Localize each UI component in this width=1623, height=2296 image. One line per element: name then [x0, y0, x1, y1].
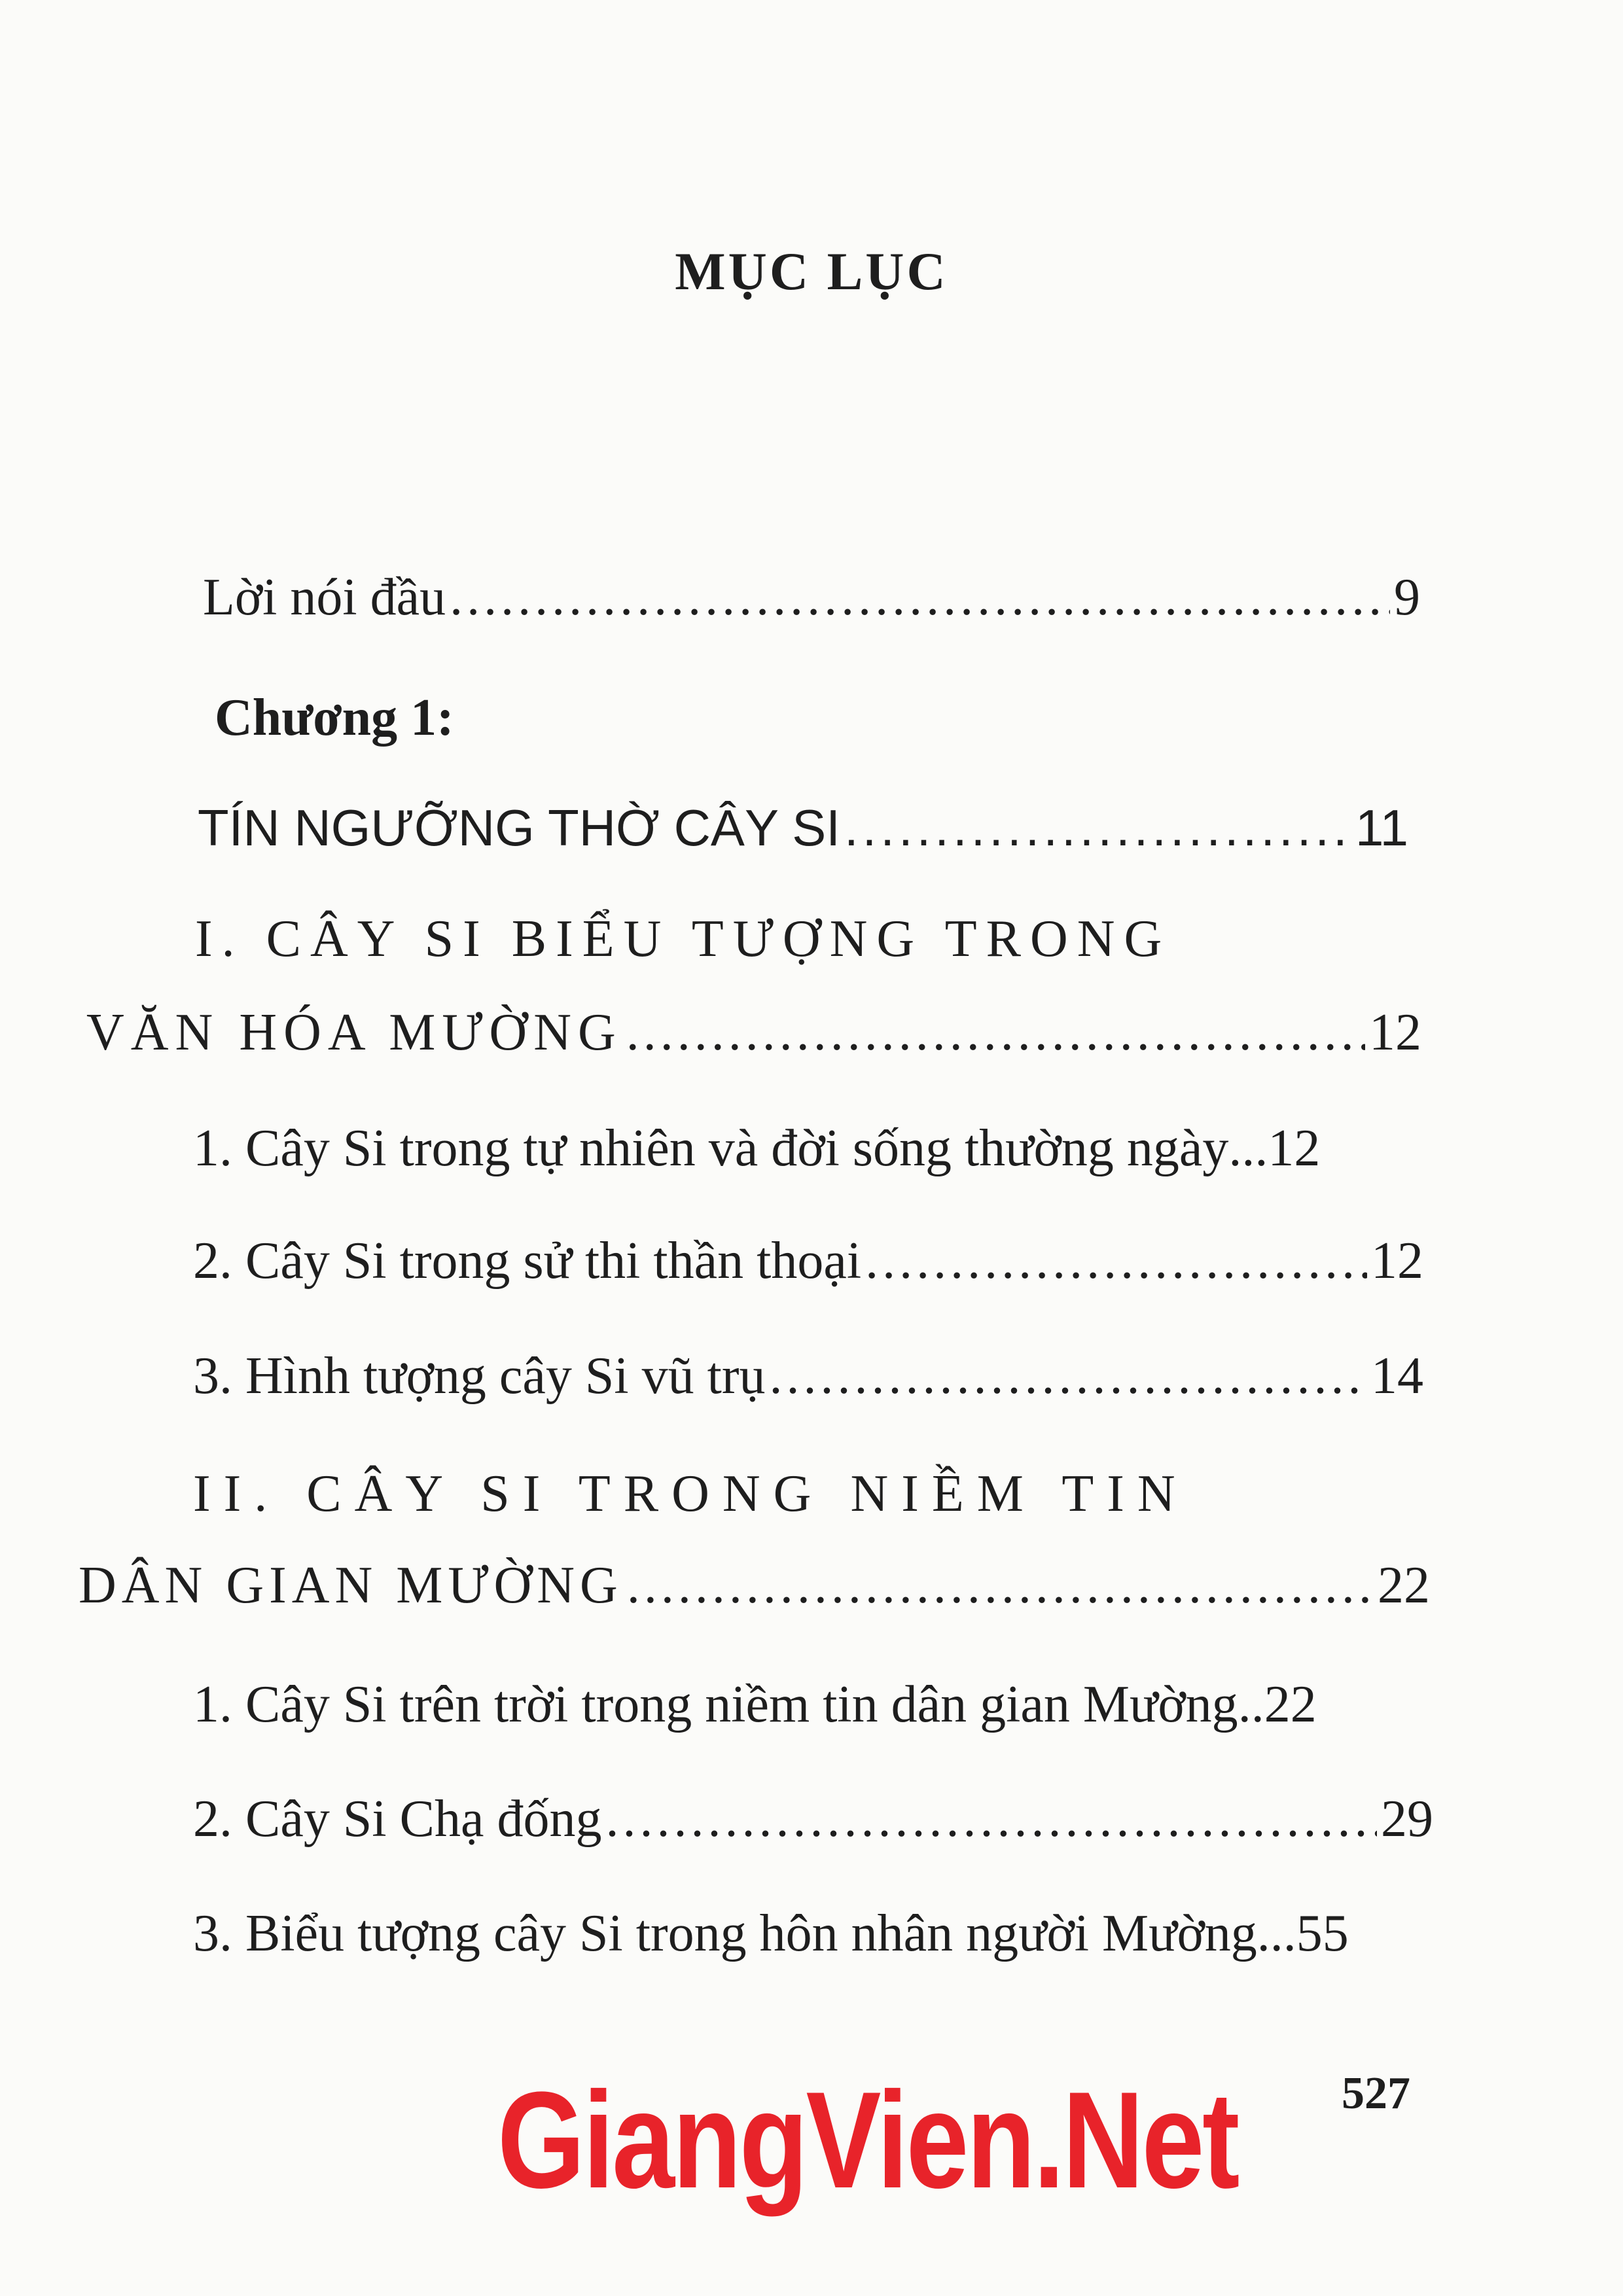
section2-heading-line1: II. CÂY SI TRONG NIỀM TIN: [193, 1465, 1188, 1523]
entry-label: 2. Cây Si trong sử thi thần thoại: [193, 1232, 862, 1290]
page-number: 527: [1342, 2068, 1410, 2119]
entry-page: 29: [1381, 1790, 1433, 1848]
entry-label: 3. Hình tượng cây Si vũ trụ: [193, 1347, 766, 1405]
entry-page: 11: [1355, 799, 1408, 857]
entry-page: ...12: [1228, 1120, 1321, 1177]
toc-entry-2-1: [193, 1669, 1430, 1740]
toc-entry-1-2: [193, 1225, 1423, 1297]
toc-entry-1-3: [193, 1340, 1423, 1412]
dot-leader: [450, 561, 1390, 633]
chapter-label: Chương 1:: [215, 689, 454, 747]
entry-page: ..22: [1238, 1676, 1317, 1733]
section1-heading-line1: I. CÂY SI BIỂU TƯỢNG TRONG: [195, 910, 1171, 968]
entry-label: VĂN HÓA MƯỜNG: [86, 1004, 622, 1061]
watermark-logo: GiangVien.Net: [497, 2063, 1238, 2217]
toc-entry-1-1: [193, 1112, 1423, 1184]
toc-entry-2-3: [193, 1898, 1436, 1969]
entry-page: 9: [1394, 569, 1420, 626]
entry-label: TÍN NGƯỠNG THỜ CÂY SI: [198, 799, 840, 857]
dot-leader: [865, 1225, 1367, 1297]
dot-leader: [626, 997, 1365, 1069]
toc-entry-chapter-title: [198, 792, 1408, 864]
toc-entry-section2: [79, 1549, 1430, 1621]
entry-page: 12: [1371, 1232, 1423, 1290]
entry-page: ...55: [1257, 1905, 1349, 1962]
toc-entry-2-2: [193, 1783, 1433, 1855]
dot-leader: [770, 1340, 1368, 1412]
entry-page: 12: [1369, 1004, 1421, 1061]
entry-label: 3. Biểu tượng cây Si trong hôn nhân người Mường: [193, 1905, 1257, 1962]
entry-label: Lời nói đầu: [203, 569, 446, 626]
toc-entry-section1: [86, 997, 1421, 1069]
toc-title: MỤC LỤC: [675, 241, 948, 301]
entry-label: 2. Cây Si Chạ đống: [193, 1790, 602, 1848]
entry-label: DÂN GIAN MƯỜNG: [79, 1557, 623, 1614]
toc-entry-preface: [203, 561, 1420, 633]
entry-label: 1. Cây Si trong tự nhiên và đời sống thường ngày: [193, 1120, 1229, 1177]
dot-leader: [844, 792, 1351, 864]
entry-page: 14: [1371, 1347, 1423, 1405]
dot-leader: [605, 1783, 1377, 1855]
entry-label: 1. Cây Si trên trời trong niềm tin dân gian Mường: [193, 1676, 1238, 1733]
entry-page: 22: [1378, 1557, 1430, 1614]
dot-leader: [627, 1549, 1374, 1621]
